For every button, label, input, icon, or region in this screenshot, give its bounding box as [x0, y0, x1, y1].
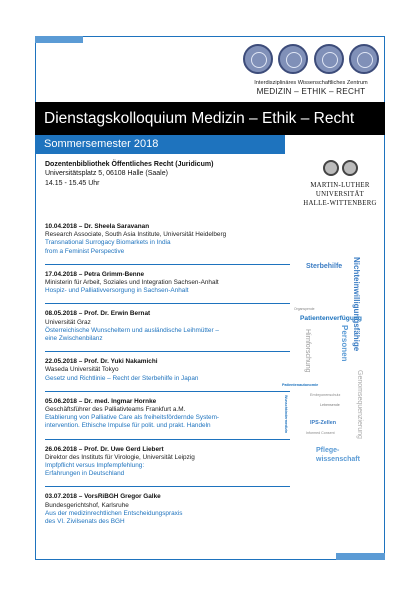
event-topic: intervention. Ethische Impulse für polit. und prakt. Handeln	[45, 422, 211, 430]
event-divider	[45, 303, 290, 304]
event-date-speaker: 26.06.2018 – Prof. Dr. Uwe Gerd Liebert	[45, 445, 164, 453]
event-topic: from a Feminist Perspective	[45, 247, 125, 255]
event-topic: des VI. Zivilsenats des BGH	[45, 518, 125, 526]
word-hirnforschung: Hirnforschung	[304, 329, 311, 373]
venue-time: 14.15 - 15.45 Uhr	[45, 179, 100, 187]
event-divider	[45, 486, 290, 487]
seal-icon	[243, 44, 273, 74]
semester-label: Sommersemester 2018	[35, 135, 285, 154]
event-item	[45, 358, 290, 383]
university-seal-icon	[342, 160, 358, 176]
word-lebensende: Lebensende	[320, 403, 340, 407]
event-date-speaker: 05.06.2018 – Dr. med. Ingmar Hornke	[45, 397, 157, 405]
word-patientenverfuegung: Patientenverfügung	[300, 315, 362, 322]
event-topic: Österreichische Wunscheltern und ausländische Leihmütter –	[45, 326, 219, 334]
event-topic: Gesetz und Richtlinie – Recht der Sterbehilfe in Japan	[45, 374, 199, 382]
event-affiliation: Direktor des Instituts für Virologie, Universität Leipzig	[45, 453, 195, 461]
word-patientenautonomie: Patientenautonomie	[282, 383, 319, 387]
event-divider	[45, 391, 290, 392]
event-affiliation: Research Associate, South Asia Institute, Universität Heidelberg	[45, 231, 227, 239]
word-nichteinwilligungsfaehige: Nichteinwilligungsfähige	[352, 257, 361, 352]
event-item	[45, 398, 290, 431]
center-name: MEDIZIN – ETHIK – RECHT	[256, 87, 366, 96]
event-affiliation: Universität Graz	[45, 318, 91, 326]
seal-icon	[278, 44, 308, 74]
word-ips-zellen: IPS-Zellen	[310, 420, 337, 426]
corner-accent-top-left	[35, 36, 83, 43]
event-affiliation: Bundesgerichtshof, Karlsruhe	[45, 501, 129, 509]
university-name-2: UNIVERSITÄT	[315, 191, 365, 198]
word-sterbehilfe: Sterbehilfe	[306, 263, 343, 270]
event-divider	[45, 264, 290, 265]
event-item	[45, 446, 290, 479]
event-topic: Hospiz- und Palliativversorgung in Sachsen-Anhalt	[45, 287, 189, 295]
word-pflegewissenschaft: wissenschaft	[316, 456, 360, 463]
word-genomsequenzierung: Genomsequenzierung	[356, 370, 363, 439]
event-topic: Aus der medizinrechtlichen Entscheidungspraxis	[45, 509, 183, 517]
university-name-3: HALLE-WITTENBERG	[303, 200, 377, 207]
event-date-speaker: 10.04.2018 – Dr. Sheela Saravanan	[45, 223, 150, 230]
event-topic: Etablierung von Palliative Care als freiheitsfördernde System-	[45, 414, 220, 422]
word-personen: Personen	[340, 325, 349, 362]
event-date-speaker: 08.05.2018 – Prof. Dr. Erwin Bernat	[45, 310, 151, 318]
event-date-speaker: 03.07.2018 – VorsRiBGH Gregor Galke	[45, 493, 161, 501]
university-name-1: MARTIN-LUTHER	[310, 182, 370, 189]
event-item	[45, 493, 290, 526]
event-divider	[45, 351, 290, 352]
event-affiliation: Geschäftsführer des Palliativteams Frankfurt a.M.	[45, 406, 186, 414]
venue-block	[45, 160, 285, 188]
seal-icon	[314, 44, 344, 74]
event-item	[45, 310, 290, 343]
poster-title: Dienstagskolloquium Medizin – Ethik – Recht	[35, 102, 385, 135]
word-cloud	[282, 255, 380, 485]
word-pflege: Pflege-	[316, 447, 340, 454]
venue-room: Dozentenbibliothek Öffentliches Recht (Juridicum)	[45, 161, 214, 168]
word-wunschkindermedizin: Wunschkindermedizin	[284, 395, 288, 434]
event-topic: eine Zwischenbilanz	[45, 335, 103, 343]
word-informed-consent: Informed Consent	[306, 431, 335, 435]
word-embryonenschutz: Embryonenschutz	[310, 393, 341, 397]
event-affiliation: Waseda Universität Tokyo	[45, 366, 119, 374]
event-topic: Transnational Surrogacy Biomarkets in India	[45, 239, 171, 247]
event-date-speaker: 22.05.2018 – Prof. Dr. Yuki Nakamichi	[45, 358, 158, 366]
center-seals-logo	[243, 44, 379, 78]
university-logo	[300, 160, 380, 208]
event-item	[45, 271, 290, 296]
corner-accent-bottom-right	[336, 553, 385, 560]
event-item	[45, 223, 290, 256]
university-seal-icon	[323, 160, 339, 176]
seal-icon	[349, 44, 379, 74]
event-date-speaker: 17.04.2018 – Petra Grimm-Benne	[45, 270, 145, 278]
word-organspende: Organspende	[294, 307, 315, 311]
event-divider	[45, 439, 290, 440]
event-topic: Erfahrungen in Deutschland	[45, 470, 125, 478]
center-subtitle: Interdisziplinäres Wissenschaftliches Zentrum	[254, 80, 368, 86]
event-topic: Impfpflicht versus Impfempfehlung:	[45, 462, 145, 470]
event-affiliation: Ministerin für Arbeit, Soziales und Integration Sachsen-Anhalt	[45, 279, 219, 287]
venue-address: Universitätsplatz 5, 06108 Halle (Saale)	[45, 170, 168, 178]
event-list	[45, 223, 290, 526]
